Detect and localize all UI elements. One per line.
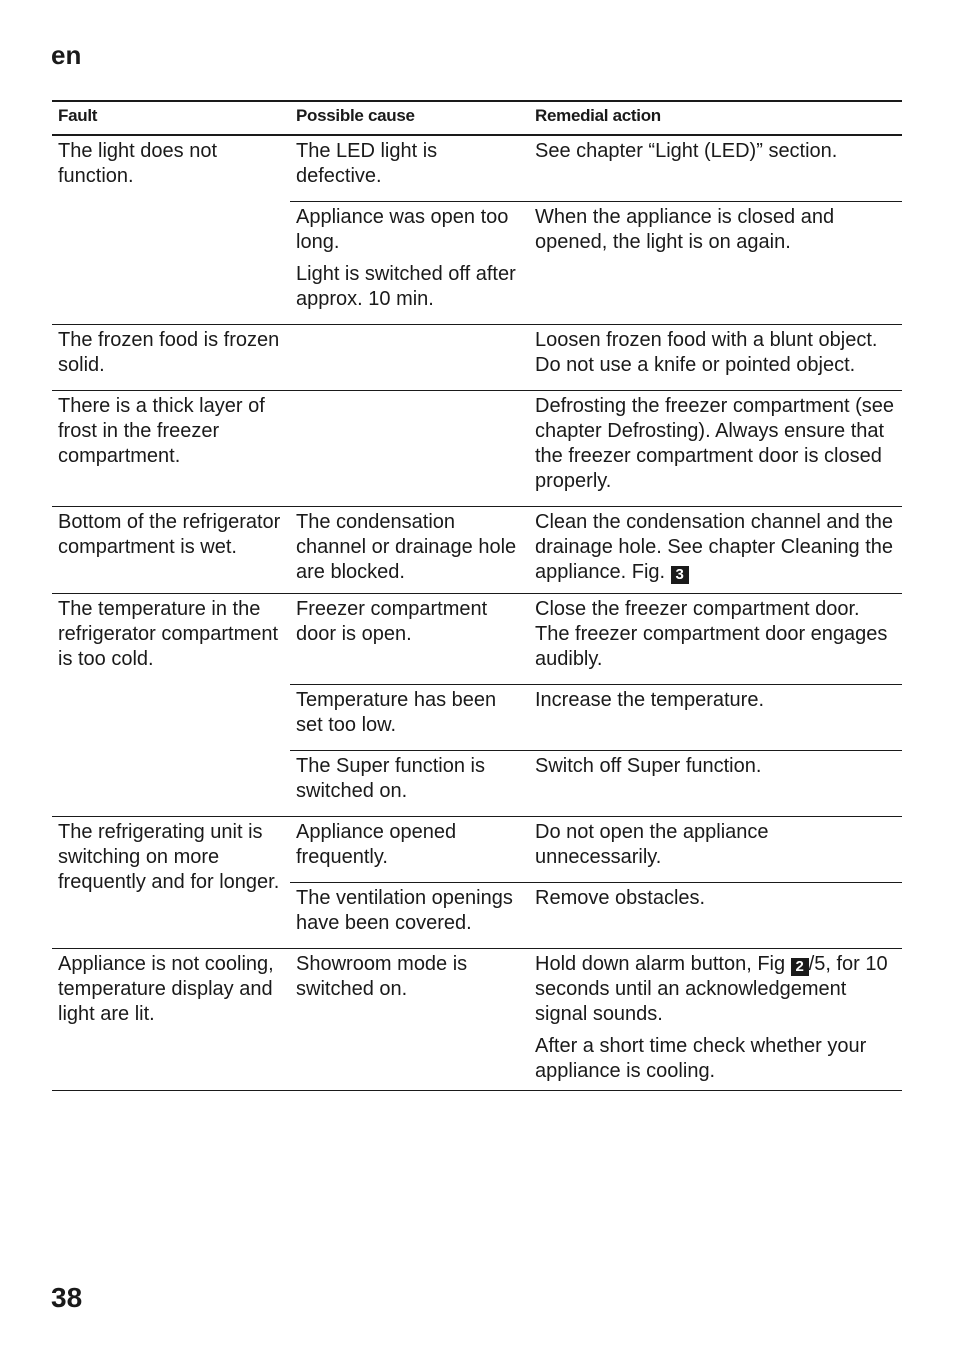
cause-action-row [290, 949, 902, 1090]
cause-action-row [290, 817, 902, 882]
cause-action-row [290, 594, 902, 684]
action-cell: Close the freezer compartment door. The freezer compartment door engages audibly. [535, 598, 888, 670]
fault-cell: There is a thick layer of frost in the freezer compartment. [58, 395, 265, 467]
action-cell: When the appliance is closed and opened, the light is on again. [535, 206, 835, 253]
cause-cell: Temperature has been set too low. [296, 689, 497, 736]
table-row [52, 136, 902, 325]
cause-cell: The Super function is switched on. [296, 755, 485, 802]
cause-action-row [290, 507, 902, 593]
cause-cell: Freezer compartment door is open. [296, 598, 488, 645]
cause-action-row [290, 325, 902, 390]
cause-action-row [290, 201, 902, 324]
cause-cell [290, 325, 529, 378]
cause-cell: Showroom mode is switched on. [296, 953, 468, 1000]
figure-reference-icon: 2 [791, 958, 809, 976]
action-cell: Clean the condensation channel and the drainage hole. See chapter Cleaning the appliance. Fig. 3 [535, 511, 894, 583]
fault-cell: The frozen food is frozen solid. [58, 329, 280, 376]
cause-action-row [290, 882, 902, 948]
fault-cell: The temperature in the refrigerator compartment is too cold. [58, 598, 279, 670]
page-number: 38 [51, 1282, 83, 1313]
table-row [52, 949, 902, 1091]
column-header-cause: Possible cause [296, 106, 415, 125]
action-cell: Loosen frozen food with a blunt object. Do not use a knife or pointed object. [535, 329, 878, 376]
figure-reference-icon: 3 [671, 566, 689, 584]
column-header-action: Remedial action [535, 106, 661, 125]
action-cell: Hold down alarm button, Fig 2 /5, for 10 seconds until an acknowledgement signal sounds. After a short time check whether your appliance is cooling. [535, 953, 888, 1082]
cause-cell: The ventilation openings have been covered. [296, 887, 513, 934]
cause-cell: Appliance was open too long. Light is switched off after approx. 10 min. [296, 206, 516, 310]
cause-cell [290, 391, 529, 494]
action-cell: Increase the temperature. [535, 689, 765, 711]
cause-cell: The condensation channel or drainage hole are blocked. [296, 511, 517, 583]
troubleshooting-table [52, 100, 902, 1091]
fault-cell: The light does not function. [58, 140, 217, 187]
cause-action-row [290, 684, 902, 750]
action-cell: Switch off Super function. [535, 755, 762, 777]
cause-cell: Appliance opened frequently. [296, 821, 457, 868]
column-header-fault: Fault [58, 106, 98, 125]
cause-cell: The LED light is defective. [296, 140, 438, 187]
action-cell: Defrosting the freezer compartment (see chapter Defrosting). Always ensure that the freezer compartment door is closed properly. [535, 395, 895, 492]
table-header [52, 100, 902, 136]
action-cell: Remove obstacles. [535, 887, 706, 909]
table-row [52, 817, 902, 949]
action-cell: Do not open the appliance unnecessarily. [535, 821, 769, 868]
fault-cell: Appliance is not cooling, temperature display and light are lit. [58, 953, 274, 1025]
action-cell: See chapter “Light (LED)” section. [535, 140, 838, 162]
cause-action-row [290, 750, 902, 816]
fault-cell: The refrigerating unit is switching on more frequently and for longer. [58, 821, 280, 893]
table-row [52, 325, 902, 391]
table-row [52, 507, 902, 594]
language-label: en [51, 40, 82, 70]
cause-action-row [290, 391, 902, 506]
cause-action-row [290, 136, 902, 201]
table-row [52, 594, 902, 817]
fault-cell: Bottom of the refrigerator compartment is wet. [58, 511, 281, 558]
table-row [52, 391, 902, 507]
